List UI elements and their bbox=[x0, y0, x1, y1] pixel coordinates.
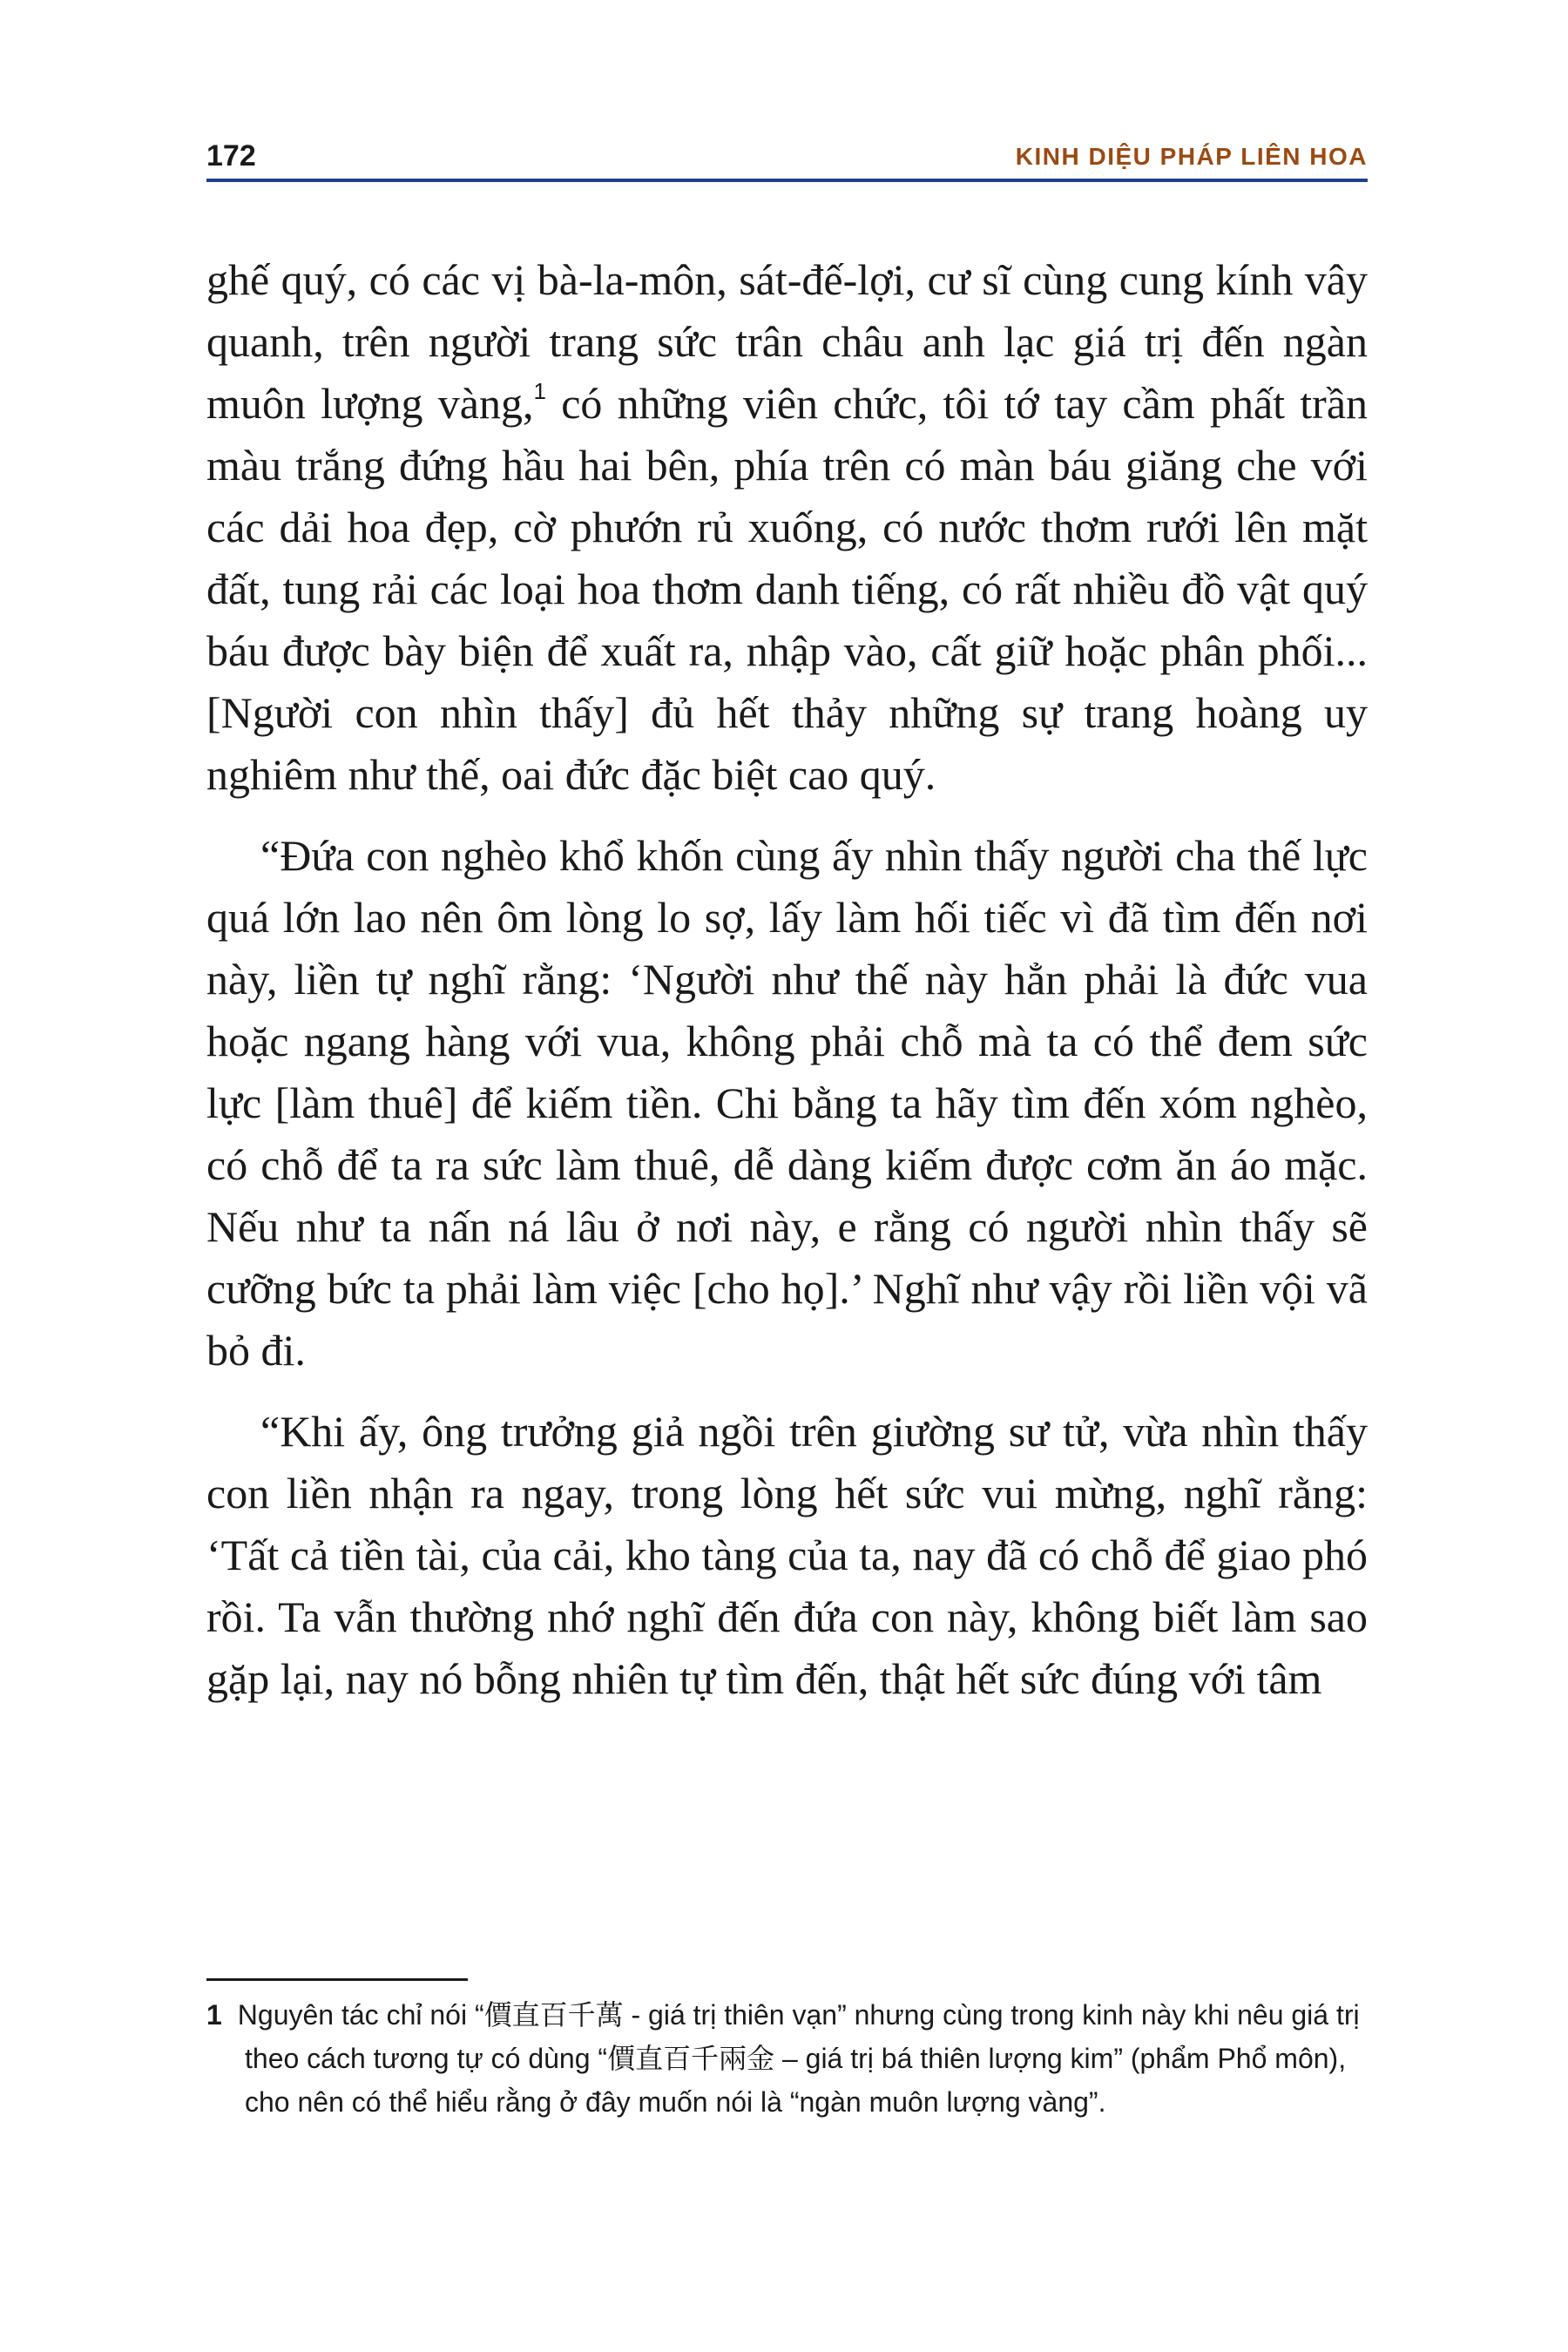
paragraph-2: “Đứa con nghèo khổ khốn cùng ấy nhìn thấy người cha thế lực quá lớn lao nên ôm lòng lo sợ, lấy làm hối tiếc vì đã tìm đến nơi này, liền tự nghĩ rằng: ‘Người như thế này hẳn phải là đức vua hoặc ngang hàng với vua, không phải chỗ mà ta có thể đem sức lực [làm thuê] để kiếm tiền. Chi bằng ta hãy tìm đến xóm nghèo, có chỗ để ta ra sức làm thuê, dễ dàng kiếm được cơm ăn áo mặc. Nếu như ta nấn ná lâu ở nơi này, e rằng có người nhìn thấy sẽ cưỡng bức ta phải làm việc [cho họ].’ Nghĩ như vậy rồi liền vội vã bỏ đi. bbox=[206, 831, 1368, 1375]
page-number: 172 bbox=[206, 139, 256, 172]
running-header bbox=[206, 122, 1368, 181]
paragraph-1-text-continued: có những viên chức, tôi tớ tay cầm phất trần màu trắng đứng hầu hai bên, phía trên có màn báu giăng che với các dải hoa đẹp, cờ phướn rủ xuống, có nước thơm rưới lên mặt đất, tung rải các loại hoa thơm danh tiếng, có rất nhiều đồ vật quý báu được bày biện để xuất ra, nhập vào, cất giữ hoặc phân phối... [Người con nhìn thấy] đủ hết thảy những sự trang hoàng uy nghiêm như thế, oai đức đặc biệt cao quý. bbox=[206, 379, 1369, 799]
paragraph-1-text: ghế quý, có các vị bà-la-môn, sát-đế-lợi, cư sĩ cùng cung kính vây quanh, trên người trang sức trân châu anh lạc giá trị đến ngàn muôn lượng vàng, bbox=[206, 255, 1368, 428]
header-rule bbox=[206, 179, 1368, 182]
book-title: KINH DIỆU PHÁP LIÊN HOA bbox=[1015, 143, 1368, 170]
footnote-body bbox=[206, 1993, 1368, 2124]
footnote-reference[interactable]: 1 bbox=[533, 378, 546, 404]
footnote-rule bbox=[206, 1978, 468, 1981]
paragraph-3: “Khi ấy, ông trưởng giả ngồi trên giường sư tử, vừa nhìn thấy con liền nhận ra ngay, trong lòng hết sức vui mừng, nghĩ rằng: ‘Tất cả tiền tài, của cải, kho tàng của ta, nay đã có chỗ để giao phó rồi. Ta vẫn thường nhớ nghĩ đến đứa con này, không biết làm sao gặp lại, nay nó bỗng nhiên tự tìm đến, thật hết sức đúng với tâm bbox=[206, 1407, 1368, 1703]
footnote bbox=[206, 1993, 1368, 2124]
paragraph-1 bbox=[206, 249, 1368, 806]
footnote-marker: 1 bbox=[206, 1999, 222, 2031]
footnote-text: Nguyên tác chỉ nói “價直百千萬 - giá trị thiên vạn” nhưng cùng trong kinh này khi nêu giá trị theo cách tương tự có dùng “價直百千兩金 – giá trị bá thiên lượng kim” (phẩm Phổ môn), cho nên có thể hiểu rằng ở đây muốn nói là “ngàn muôn lượng vàng”. bbox=[237, 1999, 1360, 2118]
body-text bbox=[206, 249, 1368, 1710]
